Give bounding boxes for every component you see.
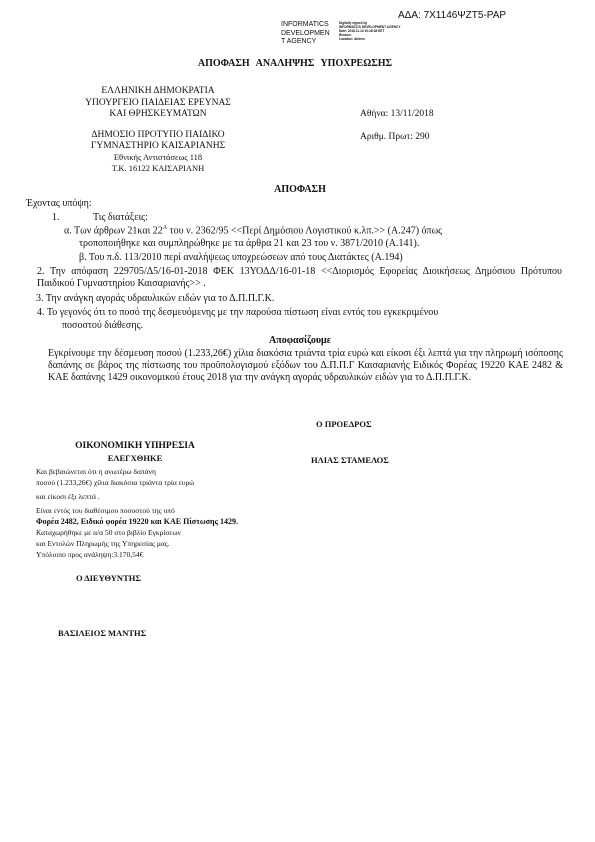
stamp-small-5: Location: Athens (339, 37, 365, 41)
finance-certification (36, 466, 238, 560)
finance-line-5: Καταχωρήθηκε με α/α 50 στο βιβλίο Εγκρίσεων (36, 528, 181, 537)
finance-checked: ΕΛΕΓΧΘΗΚΕ (107, 453, 163, 463)
provision-alpha (64, 225, 442, 236)
director-name: ΒΑΣΙΛΕΙΟΣ ΜΑΝΤΗΣ (58, 628, 147, 638)
decision-heading: ΑΠΟΦΑΣΗ (274, 184, 326, 195)
document-title: ΑΠΟΦΑΣΗ ΑΝΑΛΗΨΗΣ ΥΠΟΧΡΕΩΣΗΣ (197, 58, 393, 69)
item-2: 2. Την απόφαση 229705/Δ5/16-01-2018 ΦΕΚ 13ΥΟΔΔ/16-01-18 <<Διορισμός Εφορείας Διοικήσεως Δημόσιου Πρότυπου Παιδικού Γυμναστηρίου Καισαριανής>> . (37, 266, 562, 289)
ministry-line-3: ΚΑΙ ΘΡΗΣΚΕΥΜΑΤΩΝ (109, 109, 207, 119)
provision-alpha-end: του ν. 2362/95 <<Περί Δημόσιου Λογιστικού κ.λπ.>> (Α.247) όπως (167, 225, 443, 237)
protocol-number: Αριθμ. Πρωτ: 290 (360, 132, 430, 142)
provision-alpha-line-2: τροποποιήθηκε και συμπληρώθηκε με τα άρθρα 21 και 23 του ν. 3871/2010 (Α.141). (79, 238, 420, 249)
stamp-line-3: T AGENCY (281, 38, 317, 45)
stamp-line-1: INFORMATICS (281, 21, 329, 28)
finance-balance: Υπόλοιπο προς ανάληψη:3.170,54€ (36, 550, 144, 559)
stamp-small-3: Date: 2018.11.14 10:28:38 EET (339, 29, 385, 33)
school-line-1: ΔΗΜΟΣΙΟ ΠΡΟΤΥΠΟ ΠΑΙΔΙΚΟ (91, 130, 225, 140)
provision-alpha-start: α. Των άρθρων 21και 22 (64, 225, 163, 237)
provision-alpha-sup: Α (162, 225, 168, 231)
ministry-line-1: ΕΛΛΗΝΙΚΗ ΔΗΜΟΚΡΑΤΙΑ (101, 86, 215, 96)
ministry-line-2: ΥΠΟΥΡΓΕΙΟ ΠΑΙΔΕΙΑΣ ΕΡΕΥΝΑΣ (85, 97, 231, 108)
school-postcode: Τ.Κ. 16122 ΚΑΙΣΑΡΙΑΝΗ (111, 163, 205, 173)
ministry-header (58, 86, 258, 121)
president-name: ΗΛΙΑΣ ΣΤΑΜΕΛΟΣ (311, 455, 389, 465)
finance-line-3: και είκοσι έξι λεπτά . (36, 492, 100, 501)
signature-stamp (281, 21, 401, 49)
stamp-small-4: Reason: (339, 33, 352, 37)
school-address: Εθνικής Αντιστάσεως 118 (113, 152, 203, 162)
decide-heading: Αποφασίζουμε (269, 335, 331, 346)
having-regard-label: Έχοντας υπόψη: (26, 198, 92, 209)
item-4-line-1: 4. Το γεγονός ότι το ποσό της δεσμευόμενης με την παρούσα πίστωση είναι εντός του εγκεκριμένου (37, 307, 439, 318)
finance-bold-line: Φορέα 2482, Ειδικό φορέα 19220 και ΚΑΕ Πίστωσης 1429. (36, 517, 238, 526)
finance-line-2: ποσού (1.233,26€) χίλια διακόσια τριάντα τρία ευρώ (36, 478, 195, 487)
provision-beta: β. Του π.δ. 113/2010 περί αναλήψεως υποχρεώσεων από τους Διατάκτες (Α.194) (79, 252, 403, 263)
stamp-small-1: Digitally signed by (339, 21, 368, 25)
stamp-line-2: DEVELOPMEN (281, 29, 330, 37)
item-1-number: 1. (52, 212, 60, 223)
decision-text: Εγκρίνουμε την δέσμευση ποσού (1.233,26€) χίλια διακόσια τριάντα τρία ευρώ και είκοσι έξι λεπτά για την πληρωμή ισόποσης δαπάνης σε βάρος της πίστωσης του προϋπολογισμού εξόδων του Δ.Π.Π.Γ Καισαριανής Ειδικός Φορέας 19220 ΚΑΕ 2482 & ΚΑΕ δαπάνης 1429 οικονομικού έτους 2018 για την ανάγκη αγοράς υδραυλικών ειδών για το Δ.Π.Π.Γ.Κ. (48, 348, 563, 383)
item-1-title: Τις διατάξεις: (93, 212, 148, 223)
ada-number: ΑΔΑ: 7Χ1146ΨΖΤ5-ΡΑΡ (398, 10, 507, 21)
finance-line-1: Και βεβαιώνεται ότι η ανωτέρω δαπάνη (36, 467, 156, 476)
stamp-small-2: INFORMATICS DEVELOPMENT AGENCY (339, 25, 401, 29)
item-4-line-2: ποσοστού διάθεσης. (62, 320, 144, 331)
school-header (58, 130, 258, 174)
school-line-2: ΓΥΜΝΑΣΤΗΡΙΟ ΚΑΙΣΑΡΙΑΝΗΣ (90, 141, 226, 151)
finance-line-4: Είναι εντός του διαθέσιμου ποσοστού της υπό (36, 506, 175, 515)
finance-line-6: και Εντολών Πληρωμής της Υπηρεσίας μας. (36, 539, 170, 548)
director-title: Ο ΔΙΕΥΘΥΝΤΗΣ (76, 573, 141, 583)
item-3: 3. Την ανάγκη αγοράς υδραυλικών ειδών για το Δ.Π.Π.Γ.Κ. (36, 293, 275, 304)
document-date: Αθήνα: 13/11/2018 (360, 109, 434, 119)
finance-title: ΟΙΚΟΝΟΜΙΚΗ ΥΠΗΡΕΣΙΑ (75, 441, 195, 451)
president-title: Ο ΠΡΟΕΔΡΟΣ (316, 419, 372, 429)
